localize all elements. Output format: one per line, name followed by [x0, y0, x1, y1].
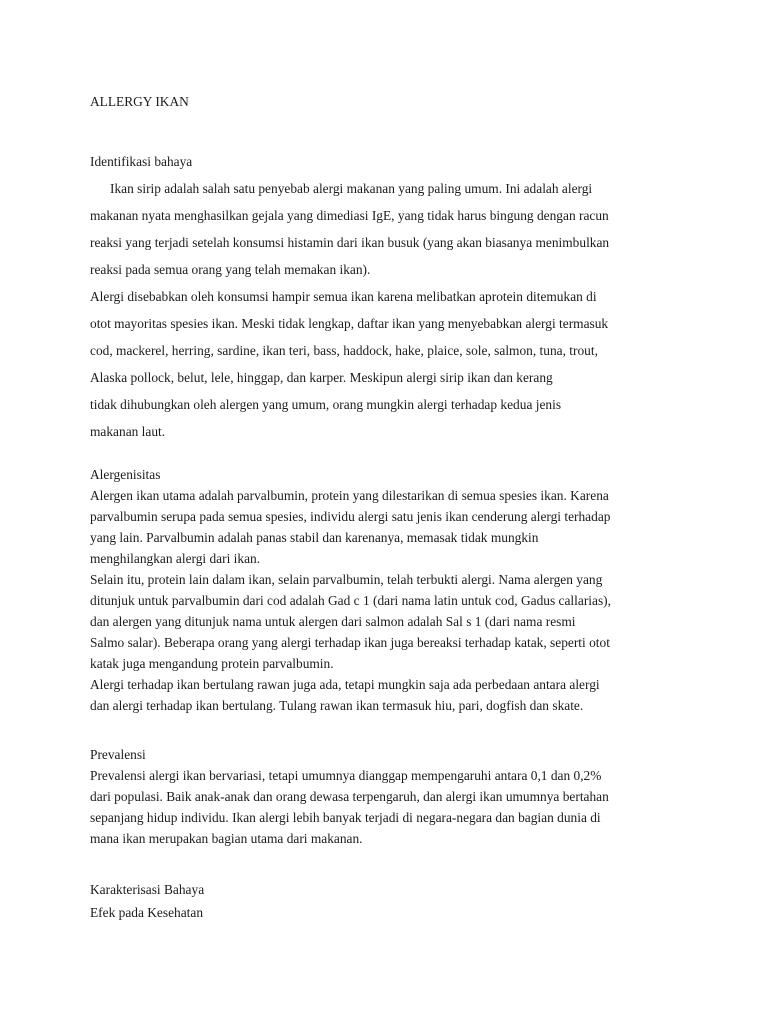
heading-identifikasi: Identifikasi bahaya — [90, 154, 193, 169]
document-title: ALLERGY IKAN — [90, 94, 189, 109]
paragraph-line: sepanjang hidup individu. Ikan alergi lebih banyak terjadi di negara-negara dan bagian dunia di — [90, 810, 601, 825]
paragraph-line: cod, mackerel, herring, sardine, ikan teri, bass, haddock, hake, plaice, sole, salmon, tuna, trout, — [90, 343, 598, 358]
heading-karakterisasi: Karakterisasi Bahaya — [90, 882, 205, 897]
paragraph-line: dan alergen yang ditunjuk nama untuk alergen dari salmon adalah Sal s 1 (dari nama resmi — [90, 614, 576, 629]
paragraph-line: ditunjuk untuk parvalbumin dari cod adalah Gad c 1 (dari nama latin untuk cod, Gadus callarias), — [90, 593, 611, 608]
paragraph-line: Alergi disebabkan oleh konsumsi hampir semua ikan karena melibatkan aprotein ditemukan di — [90, 289, 597, 304]
paragraph-line: Selain itu, protein lain dalam ikan, selain parvalbumin, telah terbukti alergi. Nama alergen yang — [90, 572, 603, 587]
paragraph-line: Ikan sirip adalah salah satu penyebab alergi makanan yang paling umum. Ini adalah alergi — [110, 181, 593, 196]
paragraph-line: Alergi terhadap ikan bertulang rawan juga ada, tetapi mungkin saja ada perbedaan antara alergi — [90, 677, 600, 692]
paragraph-line: Salmo salar). Beberapa orang yang alergi terhadap ikan juga bereaksi terhadap katak, seperti otot — [90, 635, 610, 650]
paragraph-line: otot mayoritas spesies ikan. Meski tidak lengkap, daftar ikan yang menyebabkan alergi termasuk — [90, 316, 609, 331]
paragraph-line: makanan laut. — [90, 424, 166, 439]
paragraph-line: dan alergi terhadap ikan bertulang. Tulang rawan ikan termasuk hiu, pari, dogfish dan skate. — [90, 698, 584, 713]
paragraph-line: makanan nyata menghasilkan gejala yang dimediasi IgE, yang tidak harus bingung dengan racun — [90, 208, 609, 223]
paragraph-line: reaksi pada semua orang yang telah memakan ikan). — [90, 262, 371, 277]
heading-alergenisitas: Alergenisitas — [90, 467, 161, 482]
subheading-efek: Efek pada Kesehatan — [90, 905, 204, 920]
paragraph-line: dari populasi. Baik anak-anak dan orang dewasa terpengaruh, dan alergi ikan umumnya bertahan — [90, 789, 609, 804]
paragraph-line: yang lain. Parvalbumin adalah panas stabil dan karenanya, memasak tidak mungkin — [90, 530, 539, 545]
paragraph-line: menghilangkan alergi dari ikan. — [90, 551, 261, 566]
paragraph-line: reaksi yang terjadi setelah konsumsi histamin dari ikan busuk (yang akan biasanya menimbulkan — [90, 235, 610, 250]
paragraph-line: parvalbumin serupa pada semua spesies, individu alergi satu jenis ikan cenderung alergi terhadap — [90, 509, 611, 524]
paragraph-line: katak juga mengandung protein parvalbumin. — [90, 656, 334, 671]
paragraph-line: Alaska pollock, belut, lele, hinggap, dan karper. Meskipun alergi sirip ikan dan kerang — [90, 370, 553, 385]
paragraph-line: Prevalensi alergi ikan bervariasi, tetapi umumnya dianggap mempengaruhi antara 0,1 dan 0,2% — [90, 768, 602, 783]
paragraph-line: Alergen ikan utama adalah parvalbumin, protein yang dilestarikan di semua spesies ikan. Karena — [90, 488, 609, 503]
paragraph-line: mana ikan merupakan bagian utama dari makanan. — [90, 831, 363, 846]
paragraph-line: tidak dihubungkan oleh alergen yang umum, orang mungkin alergi terhadap kedua jenis — [90, 397, 562, 412]
heading-prevalensi: Prevalensi — [90, 747, 146, 762]
